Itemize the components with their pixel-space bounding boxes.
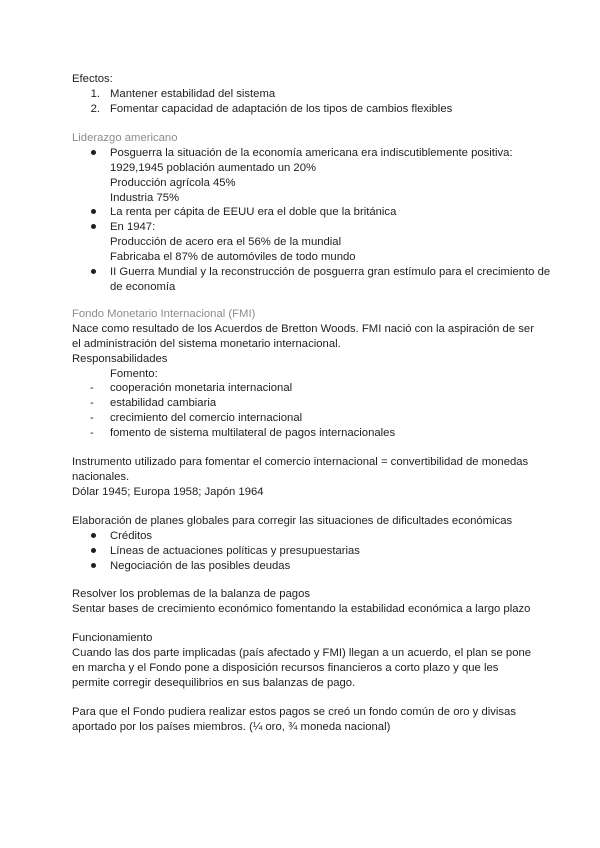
- numbered-item-text: Mantener estabilidad del sistema: [110, 88, 276, 100]
- sub-line: Producción de acero era el 56% de la mundial: [110, 236, 342, 248]
- paragraph-line: Elaboración de planes globales para corregir las situaciones de dificultades económicas: [72, 515, 513, 527]
- paragraph-line: nacionales.: [72, 471, 130, 483]
- fomento-label: Fomento:: [110, 368, 158, 380]
- bullet-icon: [91, 150, 96, 155]
- responsabilidades-label: Responsabilidades: [72, 353, 168, 365]
- bullet-item: Líneas de actuaciones políticas y presupuestarias: [110, 545, 360, 557]
- efectos-heading: Efectos:: [72, 73, 113, 85]
- dash-item: cooperación monetaria internacional: [110, 382, 293, 394]
- numbered-item-text: Fomentar capacidad de adaptación de los tipos de cambios flexibles: [110, 103, 453, 115]
- dash-marker: -: [90, 412, 94, 424]
- bullet-icon: [91, 269, 96, 274]
- bullet-icon: [91, 224, 96, 229]
- sub-line: Industria 75%: [110, 192, 180, 204]
- numbered-item: 1. Mantener estabilidad del sistema: [90, 88, 276, 100]
- bullet-item-continuation: de economía: [110, 281, 176, 293]
- paragraph-line: Dólar 1945; Europa 1958; Japón 1964: [72, 486, 264, 498]
- paragraph-line: Para que el Fondo pudiera realizar estos pagos se creó un fondo común de oro y divisas: [72, 706, 516, 718]
- sub-line: Producción agrícola 45%: [110, 177, 236, 189]
- sub-line: Fabricaba el 87% de automóviles de todo mundo: [110, 251, 356, 263]
- section-heading-fmi: Fondo Monetario Internacional (FMI): [72, 308, 256, 320]
- paragraph-line: Resolver los problemas de la balanza de pagos: [72, 588, 311, 600]
- bullet-item: En 1947:: [110, 221, 156, 233]
- bullet-icon: [91, 209, 96, 214]
- dash-item: fomento de sistema multilateral de pagos internacionales: [110, 427, 396, 439]
- paragraph-line: Instrumento utilizado para fomentar el comercio internacional = convertibilidad de monedas: [72, 456, 529, 468]
- bullet-icon: [91, 548, 96, 553]
- bullet-item: Créditos: [110, 530, 153, 542]
- paragraph-line: Cuando las dos parte implicadas (país afectado y FMI) llegan a un acuerdo, el plan se pone: [72, 647, 532, 659]
- bullet-item: La renta per cápita de EEUU era el doble que la británica: [110, 206, 397, 218]
- dash-marker: -: [90, 382, 94, 394]
- dash-item: estabilidad cambiaria: [110, 397, 217, 409]
- paragraph-line: Sentar bases de crecimiento económico fomentando la estabilidad económica a largo plazo: [72, 603, 531, 615]
- dash-item: crecimiento del comercio internacional: [110, 412, 303, 424]
- section-heading-liderazgo: Liderazgo americano: [72, 132, 178, 144]
- dash-marker: -: [90, 427, 94, 439]
- funcionamiento-heading: Funcionamiento: [72, 632, 153, 644]
- paragraph-line: permite corregir desequilibrios en sus balanzas de pago.: [72, 677, 356, 689]
- bullet-item: Posguerra la situación de la economía americana era indiscutiblemente positiva:: [110, 147, 513, 159]
- paragraph-line: aportado por los países miembros. (¼ oro, ¾ moneda nacional): [72, 721, 391, 733]
- paragraph-line: el administración del sistema monetario internacional.: [72, 338, 341, 350]
- dash-marker: -: [90, 397, 94, 409]
- bullet-icon: [91, 563, 96, 568]
- bullet-item: II Guerra Mundial y la reconstrucción de posguerra gran estímulo para el crecimiento de: [110, 266, 551, 278]
- bullet-item: Negociación de las posibles deudas: [110, 560, 291, 572]
- numbered-item: 2. Fomentar capacidad de adaptación de los tipos de cambios flexibles: [90, 103, 453, 115]
- bullet-icon: [91, 533, 96, 538]
- paragraph-line: Nace como resultado de los Acuerdos de Bretton Woods. FMI nació con la aspiración de ser: [72, 323, 534, 335]
- paragraph-line: en marcha y el Fondo pone a disposición recursos financieros a corto plazo y que les: [72, 662, 499, 674]
- sub-line: 1929,1945 población aumentado un 20%: [110, 162, 317, 174]
